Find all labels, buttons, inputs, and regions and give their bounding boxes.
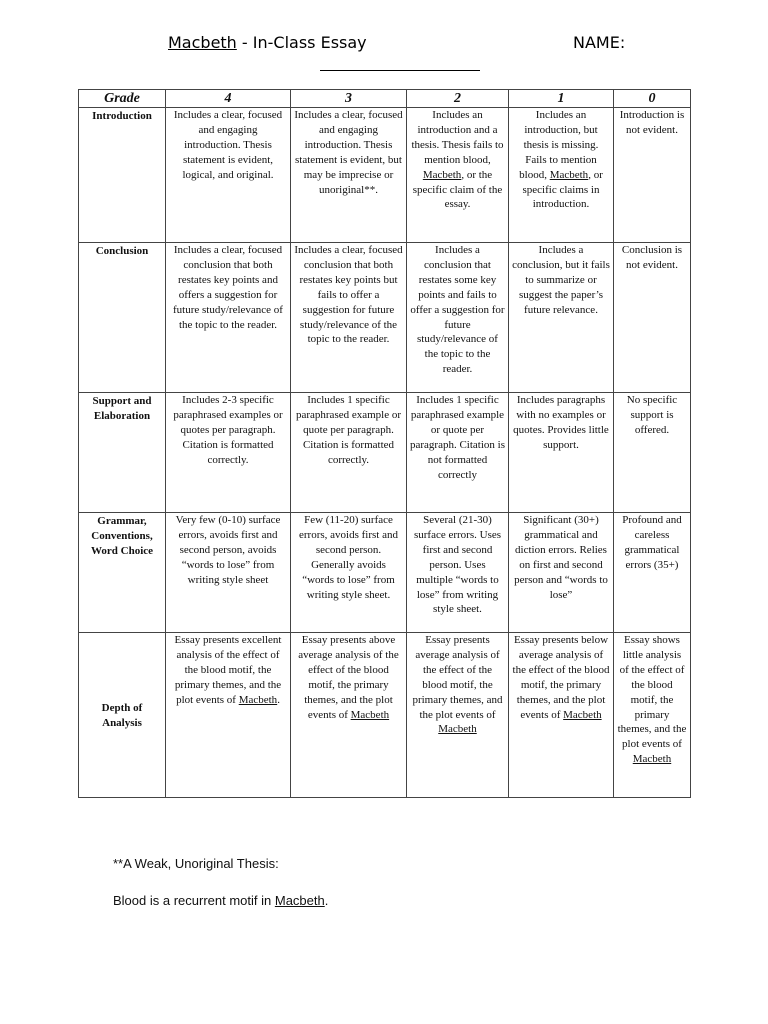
rubric-cell: Introduction is not evident. <box>614 108 691 243</box>
rubric-header-row <box>79 90 691 108</box>
title-rest: - In-Class Essay <box>236 33 367 52</box>
column-header: 2 <box>407 90 509 108</box>
column-header: 3 <box>291 90 407 108</box>
row-label: Support and Elaboration <box>79 393 166 513</box>
rubric-cell: Includes a clear, focused conclusion that both restates key points and offers a suggestion for future study/relevance of the topic to the reader. <box>166 243 291 393</box>
row-label: Conclusion <box>79 243 166 393</box>
underlined-title: Macbeth <box>549 168 589 181</box>
rubric-cell: Essay presents above average analysis of the effect of the blood motif, the primary themes, and the plot events of Macbeth <box>291 633 407 798</box>
rubric-cell: Essay presents excellent analysis of the effect of the blood motif, the primary themes, and the plot events of Macbeth. <box>166 633 291 798</box>
rubric-cell: Includes 1 specific paraphrased example or quote per paragraph. Citation is formatted correctly. <box>291 393 407 513</box>
footnote: **A Weak, Unoriginal Thesis: <box>113 856 279 871</box>
column-header: Grade <box>79 90 166 108</box>
rubric-cell: Includes a conclusion, but it fails to summarize or suggest the paper’s future relevance. <box>509 243 614 393</box>
rubric-cell: Few (11-20) surface errors, avoids first and second person. Generally avoids “words to lose” from writing style sheet. <box>291 513 407 633</box>
rubric-cell: Several (21-30) surface errors. Uses first and second person. Uses multiple “words to lose” from writing style sheet. <box>407 513 509 633</box>
rubric-row-support <box>79 393 691 513</box>
rubric-table <box>78 89 691 798</box>
name-label: NAME: <box>573 33 626 52</box>
underlined-title: Macbeth <box>438 723 477 736</box>
rubric-cell: Essay presents average analysis of the effect of the blood motif, the primary themes, and the plot events of Macbeth <box>407 633 509 798</box>
rubric-row-grammar <box>79 513 691 633</box>
row-label: Grammar, Conventions, Word Choice <box>79 513 166 633</box>
column-header: 0 <box>614 90 691 108</box>
rubric-cell: Includes a clear, focused conclusion that both restates key points but fails to offer a suggestion for future study/relevance of the topic to the reader. <box>291 243 407 393</box>
underlined-title: Macbeth <box>422 168 462 181</box>
rubric-cell: Essay presents below average analysis of the effect of the blood motif, the primary themes, and the plot events of Macbeth <box>509 633 614 798</box>
rubric-cell: Significant (30+) grammatical and diction errors. Relies on first and second person and “words to lose” <box>509 513 614 633</box>
document-header <box>168 33 648 55</box>
rubric-cell: Includes a conclusion that restates some key points and fails to offer a suggestion for future study/relevance of the topic to the reader. <box>407 243 509 393</box>
example-thesis <box>113 893 328 908</box>
example-period: . <box>324 893 329 908</box>
row-label: Introduction <box>79 108 166 243</box>
rubric-cell: Very few (0-10) surface errors, avoids first and second person, avoids “words to lose” from writing style sheet <box>166 513 291 633</box>
row-label: Depth of Analysis <box>79 633 166 798</box>
rubric-cell: Conclusion is not evident. <box>614 243 691 393</box>
example-play-name: Macbeth <box>274 893 325 908</box>
rubric-cell: Includes an introduction, but thesis is missing. Fails to mention blood, Macbeth, or specific claims in introduction. <box>509 108 614 243</box>
example-text: Blood is a recurrent motif in <box>113 893 275 908</box>
column-header: 1 <box>509 90 614 108</box>
underlined-title: Macbeth <box>563 708 602 721</box>
title-play-name: Macbeth <box>168 33 237 52</box>
rubric-cell: Profound and careless grammatical errors (35+) <box>614 513 691 633</box>
rubric-row-conclusion <box>79 243 691 393</box>
underlined-title: Macbeth <box>238 693 278 706</box>
rubric-row-introduction <box>79 108 691 243</box>
column-header: 4 <box>166 90 291 108</box>
rubric-cell: Essay shows little analysis of the effect of the blood motif, the primary themes, and the plot events of Macbeth <box>614 633 691 798</box>
rubric-cell: Includes paragraphs with no examples or quotes. Provides little support. <box>509 393 614 513</box>
name-blank-line <box>320 70 480 71</box>
rubric-cell: No specific support is offered. <box>614 393 691 513</box>
rubric-cell: Includes an introduction and a thesis. Thesis fails to mention blood, Macbeth, or the specific claim of the essay. <box>407 108 509 243</box>
rubric-row-depth <box>79 633 691 798</box>
rubric-cell: Includes 2-3 specific paraphrased examples or quotes per paragraph. Citation is formatted correctly. <box>166 393 291 513</box>
rubric-cell: Includes 1 specific paraphrased example or quote per paragraph. Citation is not formatted correctly <box>407 393 509 513</box>
rubric-cell: Includes a clear, focused and engaging introduction. Thesis statement is evident, but may be imprecise or unoriginal**. <box>291 108 407 243</box>
rubric-cell: Includes a clear, focused and engaging introduction. Thesis statement is evident, logical, and original. <box>166 108 291 243</box>
underlined-title: Macbeth <box>350 708 390 721</box>
underlined-title: Macbeth <box>632 753 672 766</box>
